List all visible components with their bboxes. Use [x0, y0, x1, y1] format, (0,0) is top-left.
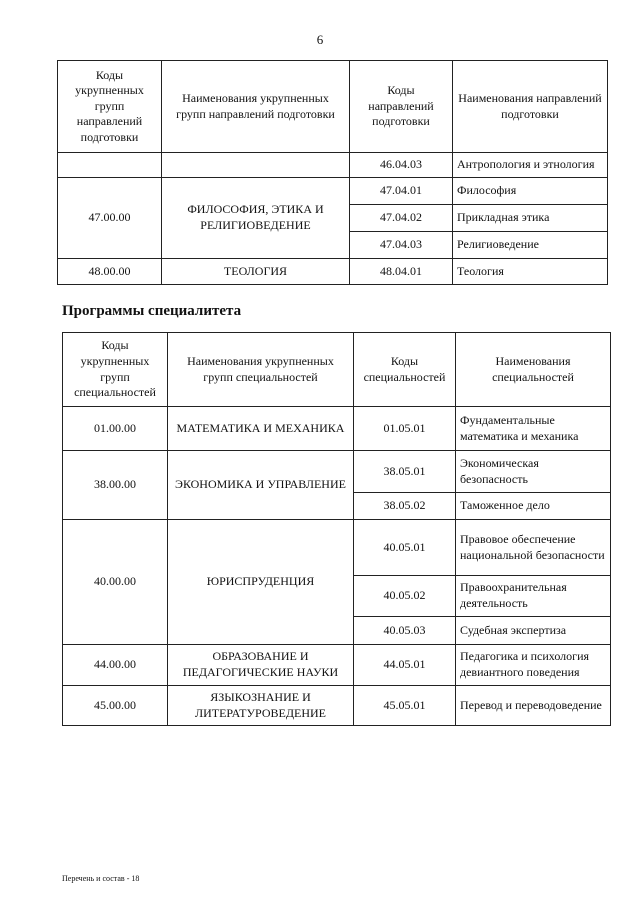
name-cell: Экономическая безопасность [456, 451, 611, 493]
code-cell: 48.04.01 [350, 259, 453, 285]
code-cell: 01.05.01 [354, 407, 456, 451]
header-code: Коды специальностей [354, 333, 456, 407]
code-cell: 38.05.02 [354, 493, 456, 520]
header-name: Наименования специальностей [456, 333, 611, 407]
directions-table [57, 60, 608, 285]
code-cell: 47.04.01 [350, 178, 453, 205]
group-name-cell: ЯЗЫКОЗНАНИЕ И ЛИТЕРАТУРОВЕДЕНИЕ [168, 686, 354, 726]
table-row [58, 259, 608, 285]
code-cell: 45.05.01 [354, 686, 456, 726]
group-code-cell: 01.00.00 [63, 407, 168, 451]
group-name-cell: ЮРИСПРУДЕНЦИЯ [168, 520, 354, 645]
name-cell: Правовое обеспечение национальной безопасности [456, 520, 611, 576]
header-group-code: Коды укрупненных групп специальностей [63, 333, 168, 407]
group-code-cell: 44.00.00 [63, 645, 168, 686]
code-cell: 38.05.01 [354, 451, 456, 493]
group-code-cell: 38.00.00 [63, 451, 168, 520]
table-header-row [58, 61, 608, 153]
name-cell: Перевод и переводоведение [456, 686, 611, 726]
section-title: Программы специалитета [62, 303, 242, 319]
name-cell: Прикладная этика [453, 205, 608, 232]
code-cell: 40.05.03 [354, 617, 456, 645]
name-cell: Теология [453, 259, 608, 285]
header-code: Коды направлений подготовки [350, 61, 453, 153]
header-name: Наименования направлений подготовки [453, 61, 608, 153]
table-header-row [63, 333, 611, 407]
group-code-cell: 45.00.00 [63, 686, 168, 726]
name-cell: Таможенное дело [456, 493, 611, 520]
name-cell: Педагогика и психология девиантного поведения [456, 645, 611, 686]
table-row [58, 153, 608, 178]
group-code-cell: 48.00.00 [58, 259, 162, 285]
group-code-cell: 40.00.00 [63, 520, 168, 645]
group-code-cell: 47.00.00 [58, 178, 162, 259]
table-row [58, 178, 608, 205]
group-name-cell [162, 153, 350, 178]
name-cell: Философия [453, 178, 608, 205]
group-name-cell: ОБРАЗОВАНИЕ И ПЕДАГОГИЧЕСКИЕ НАУКИ [168, 645, 354, 686]
name-cell: Судебная экспертиза [456, 617, 611, 645]
name-cell: Фундаментальные математика и механика [456, 407, 611, 451]
group-name-cell: МАТЕМАТИКА И МЕХАНИКА [168, 407, 354, 451]
table-row [63, 686, 611, 726]
table-row [63, 407, 611, 451]
group-name-cell: ЭКОНОМИКА И УПРАВЛЕНИЕ [168, 451, 354, 520]
code-cell: 47.04.02 [350, 205, 453, 232]
code-cell: 44.05.01 [354, 645, 456, 686]
table-row [63, 520, 611, 576]
page-number: 6 [316, 32, 324, 47]
code-cell: 40.05.02 [354, 576, 456, 617]
code-cell: 46.04.03 [350, 153, 453, 178]
name-cell: Религиоведение [453, 232, 608, 259]
group-code-cell [58, 153, 162, 178]
code-cell: 47.04.03 [350, 232, 453, 259]
table-row [63, 451, 611, 493]
specialties-table [62, 332, 611, 726]
group-name-cell: ТЕОЛОГИЯ [162, 259, 350, 285]
name-cell: Правоохранительная деятельность [456, 576, 611, 617]
footer-note: Перечень и состав - 18 [62, 874, 140, 883]
header-group-name: Наименования укрупненных групп направлений подготовки [162, 61, 350, 153]
header-group-code: Коды укрупненных групп направлений подготовки [58, 61, 162, 153]
group-name-cell: ФИЛОСОФИЯ, ЭТИКА И РЕЛИГИОВЕДЕНИЕ [162, 178, 350, 259]
table-row [63, 645, 611, 686]
code-cell: 40.05.01 [354, 520, 456, 576]
name-cell: Антропология и этнология [453, 153, 608, 178]
header-group-name: Наименования укрупненных групп специальностей [168, 333, 354, 407]
